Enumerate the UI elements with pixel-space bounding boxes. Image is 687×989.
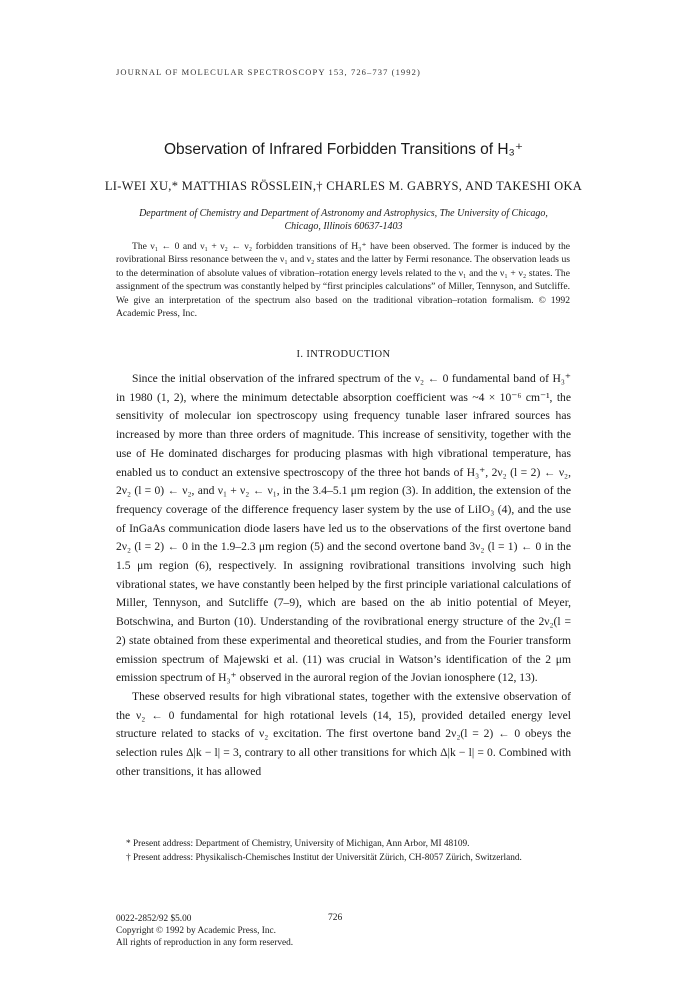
body-text — [116, 370, 571, 781]
issn-price: 0022-2852/92 $5.00 — [116, 914, 192, 924]
page-number: 726 — [328, 913, 343, 923]
paper-title: Observation of Infrared Forbidden Transitions of H₃⁺ — [163, 141, 524, 158]
section-heading: I. INTRODUCTION — [296, 349, 391, 360]
affiliation — [100, 207, 587, 233]
publication-info — [116, 913, 293, 949]
affiliation-line-2: Chicago, Illinois 60637-1403 — [284, 221, 403, 232]
body-paragraph-1: Since the initial observation of the infrared spectrum of the ν₂ ← 0 fundamental band of H₃⁺ in 1980 (1, 2), where the minimum detectable absorption coefficient was ~4 × 10⁻⁶ cm⁻¹, the sensitivity of molecular ion spectroscopy using frequency tunable laser infrared sources has increased by more than three orders of magnitude. This increase of sensitivity, together with the use of He dominated discharges for producing plasmas with high vibrational temperature, has enabled us to conduct an extensive spectroscopy of the three hot bands of H₃⁺, 2ν₂ (l = 2) ← ν₂, 2ν₂ (l = 0) ← ν₂, and ν₁ + ν₂ ← ν₁, in the 3.4–5.1 μm region (3). In addition, the extension of the frequency coverage of the difference frequency laser system by the use of LiIO₃ (4), and the use of InGaAs communication diode lasers have led us to the observations of the first overtone band 2ν₂ (l = 2) ← 0 in the 1.9–2.3 μm region (5) and the second overtone band 3ν₂ (l = 1) ← 0 in the 1.5 μm region (6), respectively. In assigning rovibrational transitions involving such high vibrational states, we have constantly been helped by the first principle variational calculations of Miller, Tennyson, and Sutcliffe (7–9), which are based on the ab initio potential of Meyer, Botschwina, and Burton (10). Understanding of the rovibrational energy structure of the 2ν₂(l = 2) state obtained from these experimental and theoretical studies, and from the Fourier transform emission spectrum of Majewski et al. (11) was crucial in Watson’s identification of the 2 μm emission spectrum of H₃⁺ observed in the auroral region of the Jovian ionosphere (12, 13). — [116, 372, 571, 685]
affiliation-line-1: Department of Chemistry and Department of Astronomy and Astrophysics, The University of Chicago, — [139, 208, 548, 219]
footnote-2: † Present address: Physikalisch-Chemisches Institut der Universität Zürich, CH-8057 Zürich, Switzerland. — [126, 852, 522, 863]
footnotes — [116, 838, 571, 866]
body-paragraph-2: These observed results for high vibrational states, together with the extensive observation of the ν₂ ← 0 fundamental for high rotational levels (14, 15), provided detailed energy level structure related to stacks of ν₂ excitation. The first overtone band 2ν₂(l = 2) ← 0 obeys the selection rules Δ|k − l| = 3, contrary to all other transitions for which Δ|k − l| = 0. Combined with other transitions, it has allowed — [116, 689, 571, 778]
author-list: LI-WEI XU,* MATTHIAS RÖSSLEIN,† CHARLES M. GABRYS, AND TAKESHI OKA — [104, 179, 583, 193]
journal-header: JOURNAL OF MOLECULAR SPECTROSCOPY 153, 726–737 (1992) — [116, 67, 421, 77]
abstract-text: The ν₁ ← 0 and ν₁ + ν₂ ← ν₂ forbidden transitions of H₃⁺ have been observed. The former is induced by the rovibrational Birss resonance between the ν₁ and ν₂ states and the latter by Fermi resonance. The observation leads us to the determination of absolute values of vibration–rotation energy levels related to the ν₁ and the ν₁ + ν₂ states. The assignment of the spectrum was constantly helped by “first principles calculations” of Miller, Tennyson, and Sutcliffe. We give an interpretation of the spectrum also based on the traditional vibration–rotation formalism. © 1992 Academic Press, Inc. — [116, 241, 570, 320]
abstract — [116, 240, 570, 320]
copyright-line-2: All rights of reproduction in any form reserved. — [116, 938, 294, 948]
footnote-1: * Present address: Department of Chemistry, University of Michigan, Ann Arbor, MI 48109. — [126, 839, 470, 849]
copyright-line-1: Copyright © 1992 by Academic Press, Inc. — [116, 926, 276, 936]
